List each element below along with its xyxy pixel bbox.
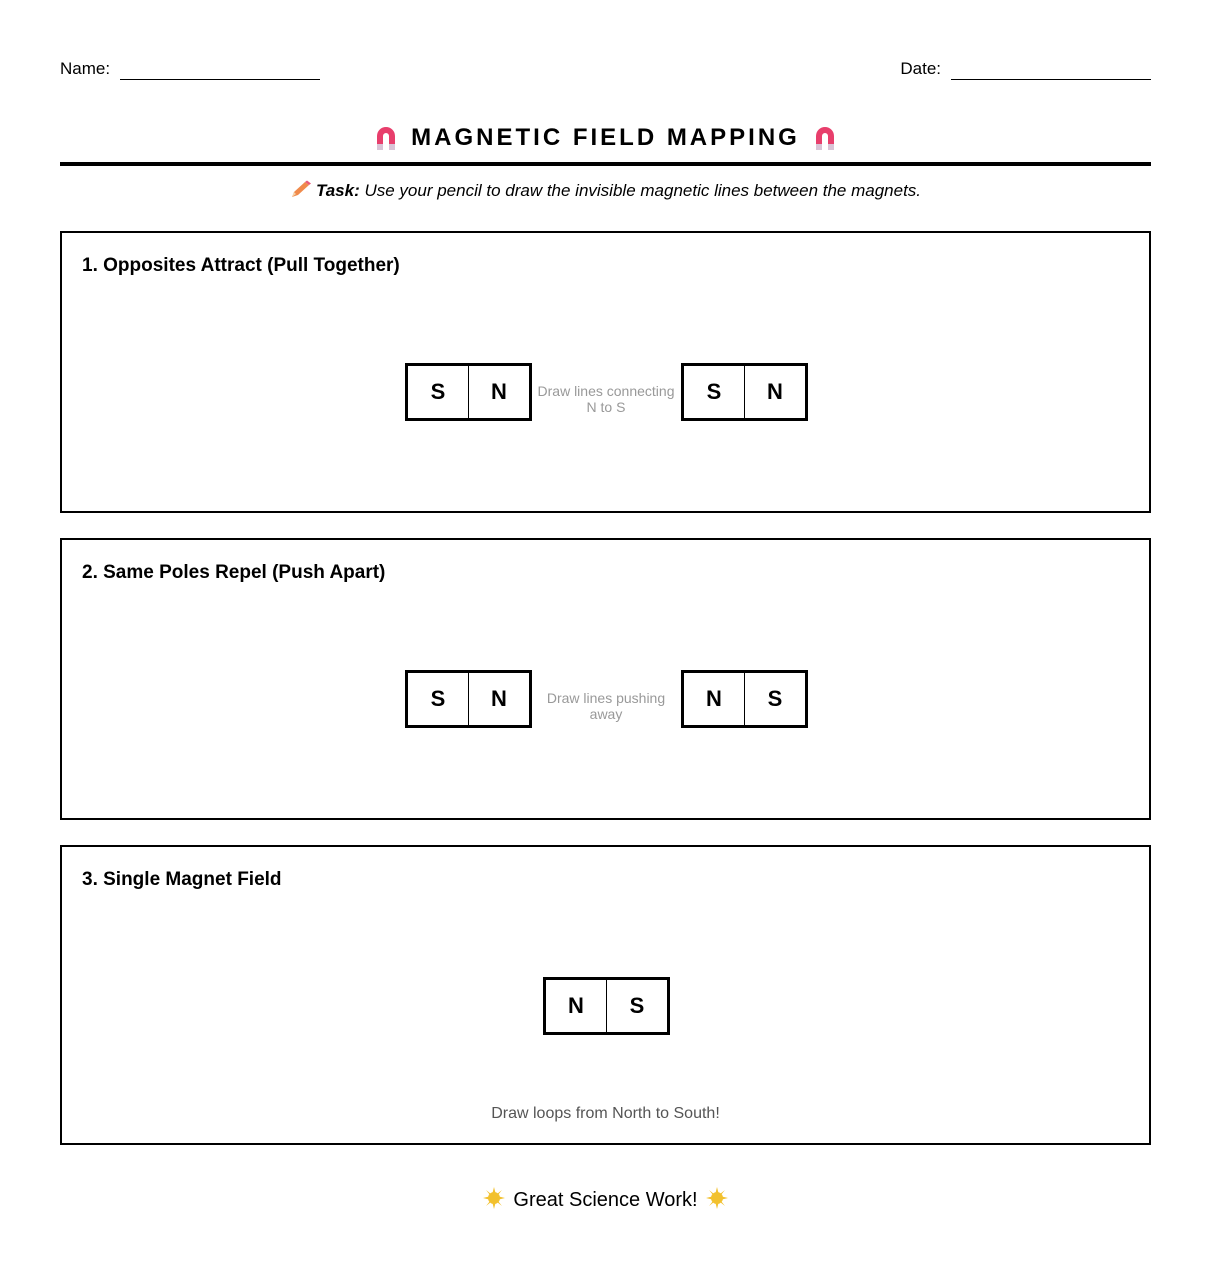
task-instructions <box>60 180 1151 201</box>
pole-north: N <box>468 673 529 725</box>
header-fields <box>60 58 1151 82</box>
pencil-icon <box>290 180 312 198</box>
bar-magnet-left <box>405 363 532 421</box>
bar-magnet-single <box>543 977 670 1035</box>
drawing-hint: Draw lines connecting N to S <box>537 383 675 415</box>
pole-south: S <box>606 980 667 1032</box>
horseshoe-magnet-icon <box>814 126 836 150</box>
pole-south: S <box>430 686 446 711</box>
drawing-hint: Draw loops from North to South! <box>491 1105 720 1122</box>
section-same-poles-repel <box>60 538 1151 820</box>
task-label: Task: <box>315 181 360 200</box>
section-title: 1. Opposites Attract (Pull Together) <box>82 255 400 276</box>
name-label: Name: <box>60 59 111 78</box>
date-label: Date: <box>900 59 941 78</box>
name-blank-line[interactable] <box>120 63 320 80</box>
pole-north: N <box>744 366 805 418</box>
pole-north: N <box>468 366 529 418</box>
section-opposites-attract <box>60 231 1151 513</box>
bar-magnet-right <box>681 670 808 728</box>
page-title <box>375 124 836 152</box>
name-field[interactable] <box>60 58 320 80</box>
pole-south: S <box>430 379 446 404</box>
section-title: 2. Same Poles Repel (Push Apart) <box>82 562 386 583</box>
task-text: Use your pencil to draw the invisible magnetic lines between the magnets. <box>359 181 922 200</box>
date-field[interactable] <box>900 58 1151 80</box>
footer-message <box>60 1187 1151 1212</box>
sparkle-sun-icon <box>483 1187 505 1209</box>
section-title: 3. Single Magnet Field <box>82 869 282 890</box>
drawing-hint: Draw lines pushing away <box>546 690 666 722</box>
pole-south: S <box>706 379 722 404</box>
date-blank-line[interactable] <box>951 63 1151 80</box>
footer-text: Great Science Work! <box>513 1189 698 1211</box>
pole-north: N <box>568 993 584 1018</box>
sparkle-sun-icon <box>706 1187 728 1209</box>
title-divider <box>60 162 1151 166</box>
pole-north: N <box>706 686 722 711</box>
bar-magnet-right <box>681 363 808 421</box>
section-single-magnet <box>60 845 1151 1145</box>
bar-magnet-left <box>405 670 532 728</box>
title-block <box>60 124 1151 155</box>
horseshoe-magnet-icon <box>375 126 397 150</box>
pole-south: S <box>744 673 805 725</box>
title-text: MAGNETIC FIELD MAPPING <box>411 124 800 151</box>
